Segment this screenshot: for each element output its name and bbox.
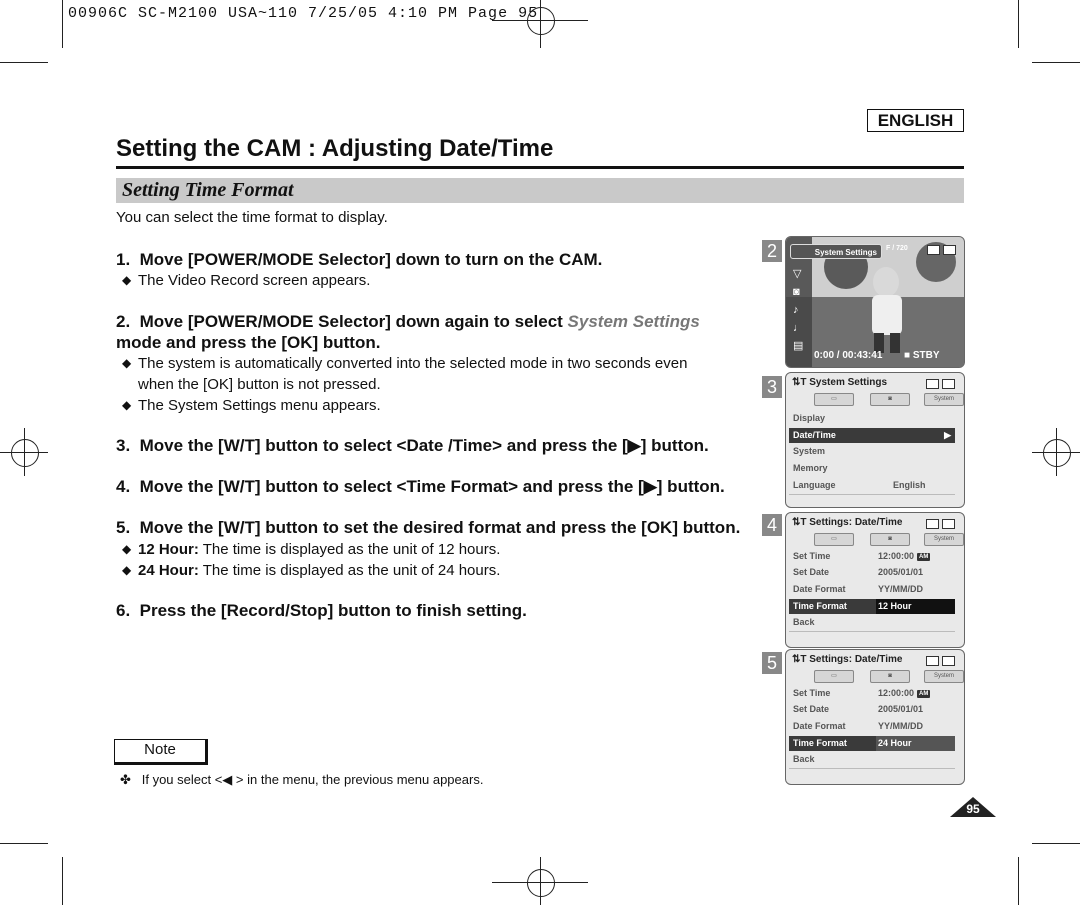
memory-icon bbox=[942, 656, 955, 666]
video-icon: ▽ bbox=[793, 268, 802, 280]
screen-4-date-time-12h bbox=[785, 512, 965, 648]
screen-3-tabs bbox=[814, 393, 964, 404]
print-header: 00906C SC-M2100 USA~110 7/25/05 4:10 PM Page 95 bbox=[68, 5, 539, 22]
system-settings-highlight: System Settings bbox=[567, 312, 700, 331]
page-number: 95 bbox=[950, 797, 996, 817]
tab-video: ▭ bbox=[814, 393, 854, 406]
row-set-time: Set Time 12:00:00 AM bbox=[793, 688, 929, 698]
screen-5-date-time-24h bbox=[785, 649, 965, 785]
tab-photo: ◙ bbox=[870, 670, 910, 683]
row-time-format: Time Format 12 Hour bbox=[789, 599, 955, 614]
language-badge: ENGLISH bbox=[867, 109, 964, 132]
menu-row-date-time: Date/Time ▶ bbox=[789, 428, 955, 443]
section-bar bbox=[116, 178, 964, 203]
tab-system: System bbox=[924, 393, 964, 406]
battery-icon bbox=[926, 519, 939, 529]
intro-text: You can select the time format to display. bbox=[116, 209, 388, 226]
screen-2-video-record bbox=[785, 236, 965, 368]
step-3: 3. Move the [W/T] button to select <Date /Time> and press the [▶] button. bbox=[116, 436, 709, 455]
screen-5-number: 5 bbox=[762, 652, 782, 674]
screen-3-system-settings bbox=[785, 372, 965, 508]
step-1: 1. Move [POWER/MODE Selector] down to turn on the CAM. bbox=[116, 250, 603, 269]
menu-row-language: Language English bbox=[793, 480, 926, 490]
menu-row-system: System bbox=[793, 446, 826, 456]
page-title: Setting the CAM : Adjusting Date/Time bbox=[116, 135, 554, 162]
file-icon: ▤ bbox=[793, 340, 804, 352]
screen-2-quality-badge: F / 720 bbox=[886, 245, 908, 252]
note-text: ✤ If you select <◀ > in the menu, the previous menu appears. bbox=[120, 772, 484, 787]
screen-4-number: 4 bbox=[762, 514, 782, 536]
tab-photo: ◙ bbox=[870, 393, 910, 406]
step-4: 4. Move the [W/T] button to select <Time Format> and press the [▶] button. bbox=[116, 477, 725, 496]
bullet-2: ◆ The system is automatically converted into the selected mode in two seconds even when the [OK] button is not pressed. bbox=[122, 355, 688, 393]
battery-icon bbox=[926, 379, 939, 389]
battery-icon bbox=[926, 656, 939, 666]
row-back: Back bbox=[793, 617, 815, 627]
screen-3-number: 3 bbox=[762, 376, 782, 398]
memory-icon bbox=[943, 245, 956, 255]
note-label: Note bbox=[114, 739, 208, 765]
row-set-time: Set Time 12:00:00 AM bbox=[793, 551, 929, 561]
menu-row-memory: Memory bbox=[793, 463, 828, 473]
battery-icon bbox=[927, 245, 940, 255]
tab-system: System bbox=[924, 670, 964, 683]
screen-2-number: 2 bbox=[762, 240, 782, 262]
title-rule bbox=[116, 166, 964, 169]
voice-icon: ♩ bbox=[793, 322, 804, 334]
tab-video: ▭ bbox=[814, 533, 854, 546]
arrow-right-icon: ▶ bbox=[944, 430, 951, 440]
music-icon: ♪ bbox=[793, 304, 799, 316]
row-set-date: Set Date 2005/01/01 bbox=[793, 704, 924, 714]
memory-icon bbox=[942, 519, 955, 529]
screen-2-timecode: 0:00 / 00:43:41 bbox=[814, 350, 883, 361]
row-time-format: Time Format 24 Hour bbox=[789, 736, 955, 751]
step-6: 6. Press the [Record/Stop] button to finish setting. bbox=[116, 601, 527, 620]
camera-icon: ◙ bbox=[793, 286, 800, 298]
section-title: Setting Time Format bbox=[122, 179, 294, 201]
tab-video: ▭ bbox=[814, 670, 854, 683]
screen-2-mode-label: System Settings bbox=[790, 244, 882, 259]
screen-5-tabs bbox=[814, 670, 964, 681]
step-2: 2. Move [POWER/MODE Selector] down again to select System Settings mode and press the [OK] button. bbox=[116, 312, 700, 352]
bullet-4: ◆ 12 Hour: The time is displayed as the unit of 12 hours. bbox=[122, 541, 501, 558]
memory-icon bbox=[942, 379, 955, 389]
step-5: 5. Move the [W/T] button to set the desired format and press the [OK] button. bbox=[116, 518, 741, 537]
screen-4-title: ⇅T Settings: Date/Time bbox=[792, 517, 903, 528]
bullet-3: ◆ The System Settings menu appears. bbox=[122, 397, 381, 414]
mode-icons bbox=[793, 265, 804, 355]
bullet-1: ◆ The Video Record screen appears. bbox=[122, 272, 371, 289]
tab-photo: ◙ bbox=[870, 533, 910, 546]
menu-row-display: Display bbox=[793, 413, 826, 423]
screen-4-tabs bbox=[814, 533, 964, 544]
row-back: Back bbox=[793, 754, 815, 764]
bullet-5: ◆ 24 Hour: The time is displayed as the unit of 24 hours. bbox=[122, 562, 501, 579]
screen-3-title: ⇅T System Settings bbox=[792, 377, 888, 388]
row-date-format: Date Format YY/MM/DD bbox=[793, 721, 923, 731]
tab-system: System bbox=[924, 533, 964, 546]
row-set-date: Set Date 2005/01/01 bbox=[793, 567, 924, 577]
screen-5-title: ⇅T Settings: Date/Time bbox=[792, 654, 903, 665]
screen-2-status: ■ STBY bbox=[904, 350, 940, 361]
row-date-format: Date Format YY/MM/DD bbox=[793, 584, 923, 594]
